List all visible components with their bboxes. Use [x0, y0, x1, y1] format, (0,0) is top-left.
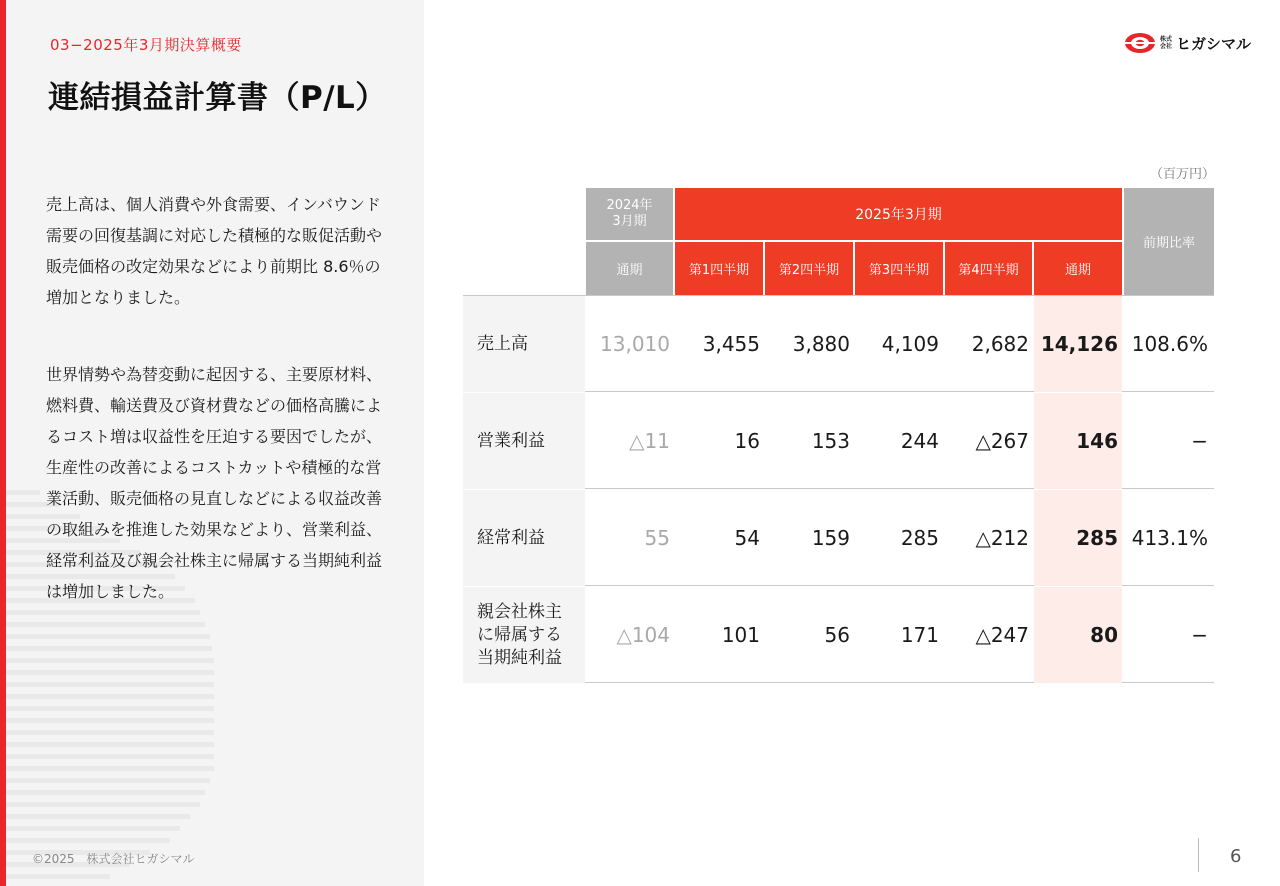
subheader-q3: 第3四半期 — [855, 242, 943, 295]
cell-q3: 285 — [900, 526, 939, 550]
summary-paragraph-1: 売上高は、個人消費や外食需要、インバウンド需要の回復基調に対応した積極的な販促活動や販売価格の改定効果などにより前期比 8.6％の増加となりました。 — [46, 195, 383, 307]
cell-ratio: − — [1191, 623, 1208, 647]
company-logo — [1124, 30, 1251, 56]
page-title: 連結損益計算書（P/L） — [48, 80, 387, 116]
row-label: 売上高 — [477, 333, 528, 354]
footer-divider — [1198, 838, 1199, 872]
cell-q2: 153 — [811, 429, 850, 453]
table-row — [463, 296, 1214, 392]
cell-ratio: 108.6% — [1131, 332, 1208, 356]
cell-q1: 3,455 — [702, 332, 760, 356]
page-number: 6 — [1230, 846, 1242, 867]
table-row — [463, 587, 1214, 683]
cell-prev: 55 — [644, 526, 670, 550]
current-year-header: 2025年3月期 — [675, 188, 1122, 240]
subheader-full-year: 通期 — [1034, 242, 1122, 295]
ratio-header: 前期比率 — [1124, 188, 1214, 295]
row-label: 営業利益 — [477, 430, 545, 451]
cell-q1: 54 — [734, 526, 760, 550]
cell-q4: △267 — [975, 429, 1029, 453]
prev-year-header: 2024年3月期 — [586, 188, 673, 240]
row-label: 親会社株主に帰属する当期純利益 — [477, 601, 562, 668]
cell-q2: 159 — [811, 526, 850, 550]
table-row — [463, 490, 1214, 586]
logo-sub: 株式会社 — [1160, 36, 1173, 50]
cell-total: 285 — [1076, 526, 1118, 550]
cell-q4: 2,682 — [971, 332, 1029, 356]
cell-ratio: − — [1191, 429, 1208, 453]
cell-q2: 3,880 — [792, 332, 850, 356]
cell-prev: △11 — [629, 429, 670, 453]
cell-q1: 101 — [721, 623, 760, 647]
subheader-q2: 第2四半期 — [765, 242, 853, 295]
cell-q4: △212 — [975, 526, 1029, 550]
logo-icon — [1124, 30, 1156, 56]
subheader-q4: 第4四半期 — [945, 242, 1032, 295]
subheader-q1: 第1四半期 — [675, 242, 763, 295]
cell-q3: 171 — [900, 623, 939, 647]
table-row — [463, 393, 1214, 489]
logo-text: ヒガシマル — [1176, 34, 1252, 53]
cell-q3: 4,109 — [881, 332, 939, 356]
subheader-prev-full-year: 通期 — [586, 242, 673, 295]
copyright: ©2025 株式会社ヒガシマル — [32, 852, 195, 866]
cell-q3: 244 — [900, 429, 939, 453]
cell-q4: △247 — [975, 623, 1029, 647]
summary-paragraph-2: 世界情勢や為替変動に起因する、主要原材料、燃料費、輸送費及び資材費などの価格高騰によるコスト増は収益性を圧迫する要因でしたが、生産性の改善によるコストカットや積極的な営業活動、販売価格の見直しなどによる収益改善の取組みを推進した効果などより、営業利益、経常利益及び親会社株主に帰属する当期純利益は増加しました。 — [46, 365, 383, 601]
cell-prev: 13,010 — [600, 332, 670, 356]
cell-total: 146 — [1076, 429, 1118, 453]
cell-total: 80 — [1090, 623, 1118, 647]
accent-bar — [0, 0, 6, 886]
cell-q2: 56 — [824, 623, 850, 647]
cell-total: 14,126 — [1040, 332, 1118, 356]
left-panel — [0, 0, 424, 886]
cell-q1: 16 — [734, 429, 760, 453]
unit-label: （百万円） — [1150, 167, 1216, 182]
row-label: 経常利益 — [477, 527, 545, 548]
breadcrumb: 03−2025年3月期決算概要 — [50, 36, 242, 54]
cell-prev: △104 — [616, 623, 670, 647]
cell-ratio: 413.1% — [1131, 526, 1208, 550]
